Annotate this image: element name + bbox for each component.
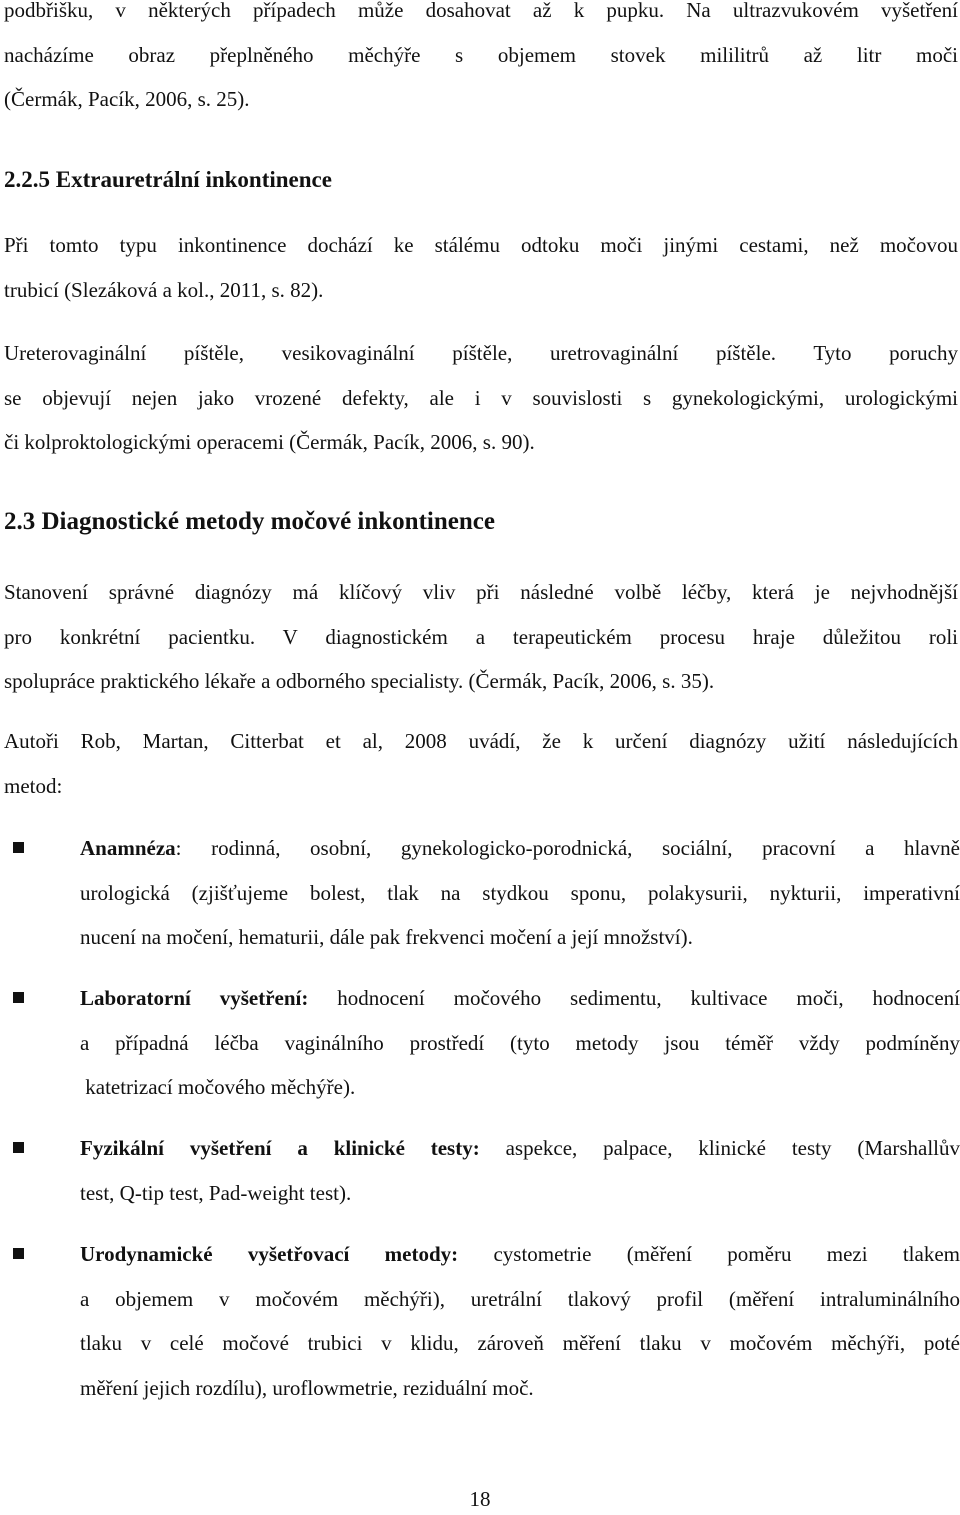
text-line: Fyzikální vyšetření a klinické testy: aspekce, palpace, klinické testy (Marshallův (80, 1136, 960, 1160)
text-line: a objemem v močovém měchýři), uretrální tlakový profil (měření intraluminálního (80, 1286, 960, 1311)
square-bullet-icon (13, 1248, 24, 1259)
list-item (80, 976, 960, 1110)
section-heading-2-2-5: 2.2.5 Extrauretrální inkontinence (4, 167, 332, 192)
text-line: nacházíme obraz přeplněného měchýře s objemem stovek mililitrů až litr moči (4, 42, 958, 67)
text-line: Anamnéza: rodinná, osobní, gynekologicko-porodnická, sociální, pracovní a hlavně (80, 836, 960, 860)
intro-paragraph (4, 0, 958, 122)
list-item (80, 826, 960, 960)
list-item-term: Fyzikální vyšetření a klinické testy: (80, 1136, 480, 1160)
text-line: podbřišku, v některých případech může dosahovat až k pupku. Na ultrazvukovém vyšetření (4, 0, 958, 22)
text-line: Při tomto typu inkontinence dochází ke stálému odtoku moči jinými cestami, než močovou (4, 233, 958, 257)
paragraph (4, 570, 958, 704)
text-line: (Čermák, Pacík, 2006, s. 25). (4, 87, 250, 111)
text-line: Stanovení správné diagnózy má klíčový vliv při následné volbě léčby, která je nejvhodnější (4, 580, 958, 604)
paragraph (4, 719, 958, 808)
text-line: spolupráce praktického lékaře a odborného specialisty. (Čermák, Pacík, 2006, s. 35). (4, 669, 715, 693)
square-bullet-icon (13, 1142, 24, 1153)
text-line: trubicí (Slezáková a kol., 2011, s. 82). (4, 277, 324, 302)
list-item (80, 1126, 960, 1215)
text-line: urologická (zjišťujeme bolest, tlak na stydkou sponu, polakysurii, nykturii, imperativní (80, 880, 960, 905)
paragraph (4, 331, 958, 465)
square-bullet-icon (13, 842, 24, 853)
text-line: Laboratorní vyšetření: hodnocení močového sedimentu, kultivace moči, hodnocení (80, 986, 960, 1010)
text-line: test, Q-tip test, Pad-weight test). (80, 1180, 352, 1205)
square-bullet-icon (13, 992, 24, 1003)
text-line: Autoři Rob, Martan, Citterbat et al, 2008 uvádí, že k určení diagnózy užití následujících (4, 729, 958, 753)
section-heading-2-3: 2.3 Diagnostické metody močové inkontinence (4, 508, 495, 535)
list-item-term: Laboratorní vyšetření: (80, 986, 309, 1010)
text-line: či kolproktologickými operacemi (Čermák, Pacík, 2006, s. 90). (4, 430, 535, 454)
list-item-term: Urodynamické vyšetřovací metody: (80, 1242, 459, 1266)
text-line: nucení na močení, hematurii, dále pak frekvenci močení a její množství). (80, 925, 693, 949)
list-item-term: Anamnéza (80, 836, 176, 860)
text-line: tlaku v celé močové trubici v klidu, zároveň měření tlaku v močovém měchýři, poté (80, 1331, 960, 1355)
text-line: a případná léčba vaginálního prostředí (tyto metody jsou téměř vždy podmíněny (80, 1030, 960, 1055)
text-line: Urodynamické vyšetřovací metody: cystometrie (měření poměru mezi tlakem (80, 1242, 960, 1266)
text-line: měření jejich rozdílu), uroflowmetrie, reziduální moč. (80, 1375, 534, 1400)
page-number: 18 (469, 1487, 491, 1511)
paragraph (4, 223, 958, 312)
list-item (80, 1232, 960, 1410)
text-line: metod: (4, 773, 63, 798)
text-line: pro konkrétní pacientku. V diagnostickém a terapeutickém procesu hraje důležitou roli (4, 624, 958, 649)
text-line: se objevují nejen jako vrozené defekty, ale i v souvislosti s gynekologickými, urologickými (4, 385, 958, 410)
text-line: Ureterovaginální píštěle, vesikovaginální píštěle, uretrovaginální píštěle. Tyto poruchy (4, 341, 958, 365)
text-line: katetrizací močového měchýře). (80, 1075, 356, 1099)
